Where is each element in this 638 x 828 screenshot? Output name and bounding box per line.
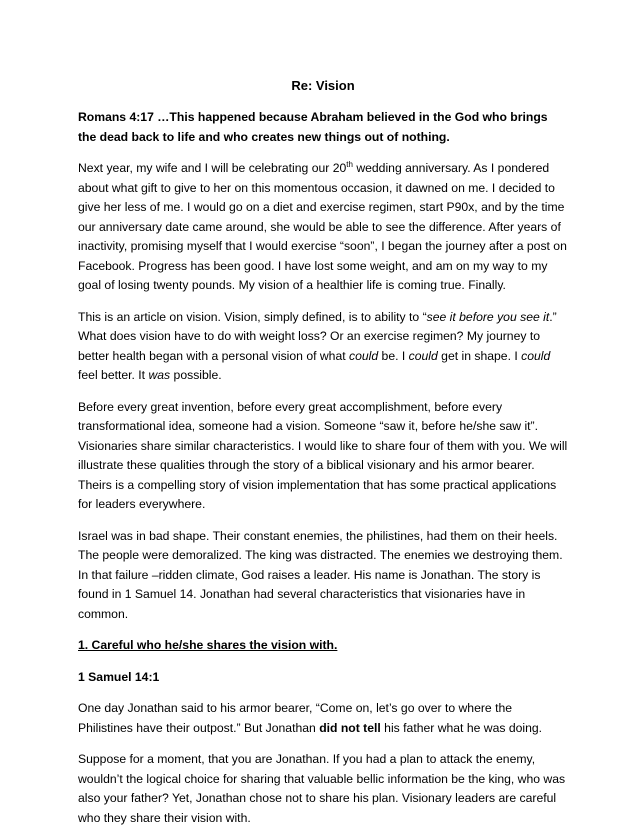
paragraph-vision-definition (78, 308, 568, 386)
italic-run: could (408, 348, 438, 363)
text-run: This is an article on vision. Vision, simply defined, is to ability to “ (78, 309, 427, 324)
scripture-verse: Romans 4:17 …This happened because Abraham believed in the God who brings the dead back to life and who creates new things out of nothing. (78, 110, 548, 144)
paragraph-anniversary (78, 159, 568, 296)
text-run: wedding anniversary. As I pondered about what gift to give to her on this momentous occasion, it dawned on me. I decided to give her less of me. I would go on a diet and exercise regimen, start P90x, and by the time our anniversary date came around, she would be able to see the difference. After years of inactivity, promising myself that I would exercise “soon”, I began the journey after a post on Facebook. Progress has been good. I have lost some weight, and am on my way to my goal of losing twenty pounds. My vision of a healthier life is coming true. Finally. (78, 161, 567, 292)
section-heading: 1. Careful who he/she shares the vision with. (78, 638, 338, 652)
text-run: Next year, my wife and I will be celebrating our 20 (78, 161, 347, 175)
text-run: his father what he was doing. (380, 720, 543, 735)
paragraph-israel: Israel was in bad shape. Their constant enemies, the philistines, had them on their heels. The people were demoralized. The king was distracted. The enemies we destroying them. In that failure –ridden climate, God raises a leader. His name is Jonathan. The story is found in 1 Samuel 14. Jonathan had several characteristics that visionaries have in common. (78, 528, 563, 621)
page-title: Re: Vision (291, 78, 355, 93)
scripture-reference: 1 Samuel 14:1 (78, 669, 160, 684)
paragraph-suppose: Suppose for a moment, that you are Jonathan. If you had a plan to attack the enemy, wouldn’t the logical choice for sharing that valuable bellic information be the king, who was also your father? Yet, Jonathan chose not to share his plan. Visionary leaders are careful who they share their vision with. (78, 752, 566, 825)
text-run: be. I (378, 348, 409, 363)
italic-run: could (349, 348, 379, 363)
text-run: possible. (170, 368, 222, 382)
text-run: get in shape. I (437, 348, 522, 363)
text-run: .” What does vision have to do with weight loss? Or an exercise regimen? My journey to better health began with a personal vision of what (78, 309, 557, 363)
italic-run: could (521, 348, 551, 363)
text-run: feel better. It (78, 368, 149, 382)
italic-run: see it before you see it (426, 309, 550, 324)
bold-run: did not tell (319, 720, 381, 735)
paragraph-jonathan (78, 699, 568, 738)
superscript: th (346, 159, 353, 169)
text-run: One day Jonathan said to his armor bearer, “Come on, let’s go over to where the Philistines have their outpost.” But Jonathan (78, 701, 513, 735)
italic-run: was (148, 368, 171, 382)
paragraph-visionaries: Before every great invention, before every great accomplishment, before every transformational idea, someone had a vision. Someone “saw it, before he/she saw it”. Visionaries share similar characteristics. I would like to share four of them with you. We will illustrate these qualities through the story of a biblical visionary and his armor bearer. Theirs is a compelling story of vision implementation that has some practical applications for leaders everywhere. (78, 399, 568, 511)
